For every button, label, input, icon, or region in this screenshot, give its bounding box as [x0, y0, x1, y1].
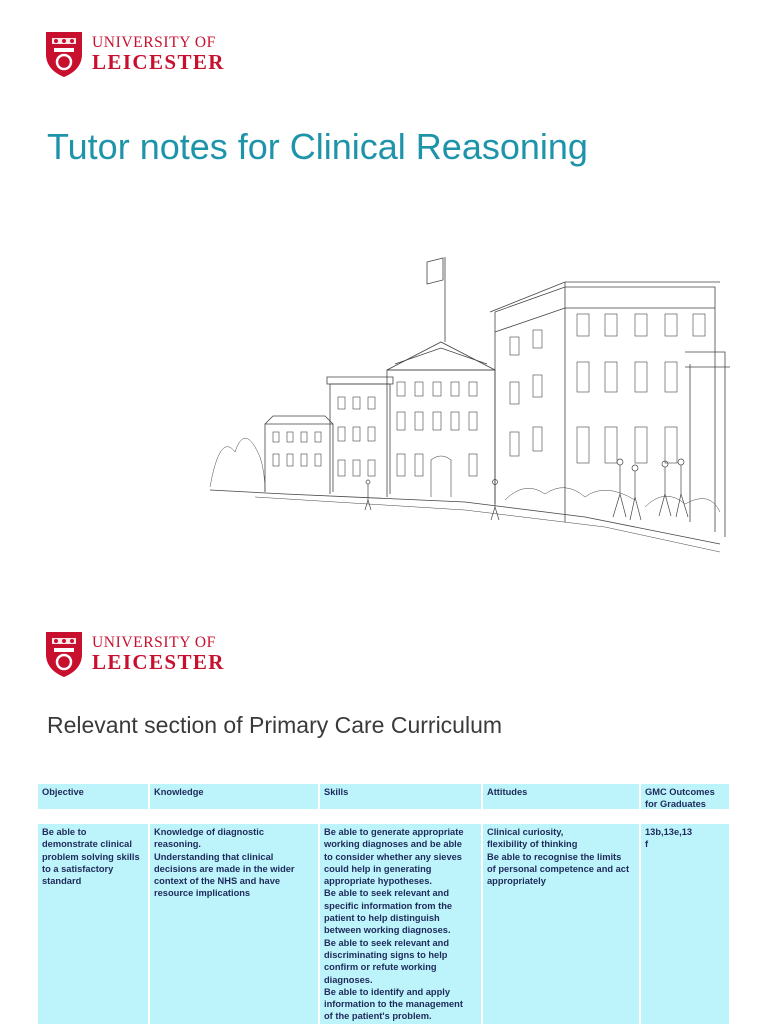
- cell-line: patient to help distinguish: [324, 913, 440, 924]
- cell-line: Be able to seek relevant and: [324, 937, 450, 948]
- cell-line: diagnoses.: [324, 974, 373, 985]
- cell-line: context of the NHS and have: [154, 876, 281, 887]
- cell-line: Be able to recognise the limits: [487, 851, 622, 862]
- logo-top-text: UNIVERSITY OF: [92, 633, 216, 651]
- cell-line: discriminating signs to help: [324, 949, 448, 960]
- cell-line: Be able to seek relevant and: [324, 888, 450, 899]
- header-gmc-outcomes: GMC Outcomes for Graduates: [641, 784, 729, 809]
- cell-line: flexibility of thinking: [487, 839, 578, 850]
- cell-line: working diagnoses and be able: [324, 839, 462, 850]
- cell-line: of personal competence and act: [487, 863, 630, 874]
- header-objective: Objective: [38, 784, 148, 809]
- header-skills: Skills: [320, 784, 481, 809]
- cell-objective: [38, 824, 148, 1024]
- cell-line: Understanding that clinical: [154, 851, 274, 862]
- cell-line: Be able to: [42, 827, 87, 837]
- section-title: Relevant section of Primary Care Curriculum: [47, 712, 503, 738]
- cell-line: information to the management: [324, 999, 463, 1010]
- header-knowledge: Knowledge: [150, 784, 318, 809]
- cell-line: to consider whether any sieves: [324, 851, 462, 862]
- cell-line: between working diagnoses.: [324, 925, 451, 936]
- cell-line: to a satisfactory: [42, 863, 114, 874]
- cell-line: reasoning.: [154, 839, 202, 850]
- cell-gmc-outcomes: [641, 824, 729, 1024]
- logo-bottom-text: LEICESTER: [92, 50, 225, 75]
- cell-line: specific information from the: [324, 900, 453, 911]
- cell-line: 13b,13e,13: [645, 827, 693, 837]
- cell-line: Be able to generate appropriate: [324, 827, 464, 837]
- crest-icon: [44, 30, 84, 78]
- crest-icon: [44, 630, 84, 678]
- cell-line: could help in generating: [324, 863, 432, 874]
- cell-skills: [320, 824, 481, 1024]
- page-title: Tutor notes for Clinical Reasoning: [47, 126, 588, 167]
- university-logo: [44, 630, 225, 678]
- cell-line: problem solving skills: [42, 851, 140, 862]
- cell-line: confirm or refute working: [324, 962, 437, 973]
- cell-line: of the patient's problem.: [324, 1011, 432, 1022]
- cell-line: demonstrate clinical: [42, 839, 132, 850]
- logo-bottom-text: LEICESTER: [92, 650, 225, 675]
- university-logo: [44, 30, 225, 78]
- cell-knowledge: [150, 824, 318, 1024]
- cell-line: standard: [42, 876, 82, 887]
- building-sketch-image: [165, 232, 740, 572]
- cell-line: appropriate hypotheses.: [324, 876, 432, 887]
- cell-line: appropriately: [487, 876, 546, 887]
- cell-line: Be able to identify and apply: [324, 986, 451, 997]
- cell-line: f: [645, 839, 649, 850]
- logo-top-text: UNIVERSITY OF: [92, 33, 216, 51]
- cell-line: Knowledge of diagnostic: [154, 827, 265, 837]
- cell-line: Clinical curiosity,: [487, 827, 564, 837]
- cell-line: decisions are made in the wider: [154, 863, 295, 874]
- cell-line: resource implications: [154, 888, 251, 899]
- cell-attitudes: [483, 824, 639, 1024]
- header-attitudes: Attitudes: [483, 784, 639, 809]
